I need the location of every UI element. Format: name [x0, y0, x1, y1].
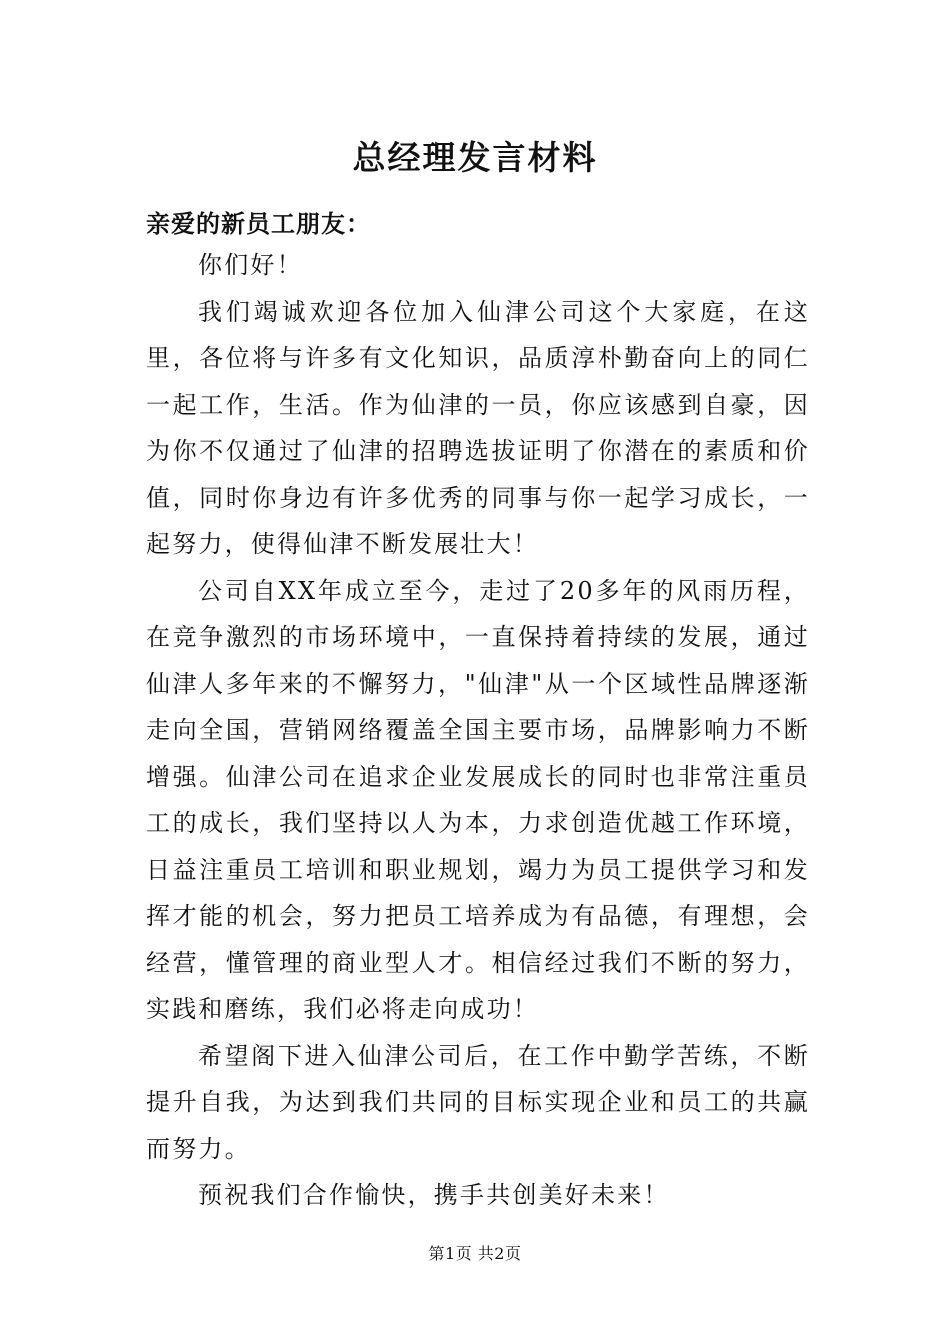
- paragraph-company-history: 公司自XX年成立至今，走过了20多年的风雨历程，在竞争激烈的市场环境中，一直保持着持续的发展，通过仙津人多年来的不懈努力，"仙津"从一个区域性品牌逐渐走向全国，营销网络覆盖全国主要市场，品牌影响力不断增强。仙津公司在追求企业发展成长的同时也非常注重员工的成长，我们坚持以人为本，力求创造优越工作环境，日益注重员工培训和职业规划，竭力为员工提供学习和发挥才能的机会，努力把员工培养成为有品德，有理想，会经营，懂管理的商业型人才。相信经过我们不断的努力，实践和磨练，我们必将走向成功！: [146, 576, 810, 1023]
- paragraph-welcome: 我们竭诚欢迎各位加入仙津公司这个大家庭，在这里，各位将与许多有文化知识，品质淳朴勤奋向上的同仁一起工作，生活。作为仙津的一员，你应该感到自豪，因为你不仅通过了仙津的招聘选拔证明了你潜在的素质和价值，同时你身边有许多优秀的同事与你一起学习成长，一起努力，使得仙津不断发展壮大！: [146, 297, 810, 558]
- page-number-footer: 第1页 共2页: [428, 1244, 522, 1263]
- paragraph-greeting: 你们好！: [198, 251, 303, 279]
- document-title: 总经理发言材料: [352, 138, 598, 177]
- document-body: [146, 242, 810, 1219]
- paragraph-hope: 希望阁下进入仙津公司后，在工作中勤学苦练，不断提升自我，为达到我们共同的目标实现企业和员工的共赢而努力。: [146, 1041, 810, 1163]
- salutation: 亲爱的新员工朋友：: [146, 209, 371, 238]
- paragraph-closing: 预祝我们合作愉快，携手共创美好未来！: [198, 1181, 670, 1209]
